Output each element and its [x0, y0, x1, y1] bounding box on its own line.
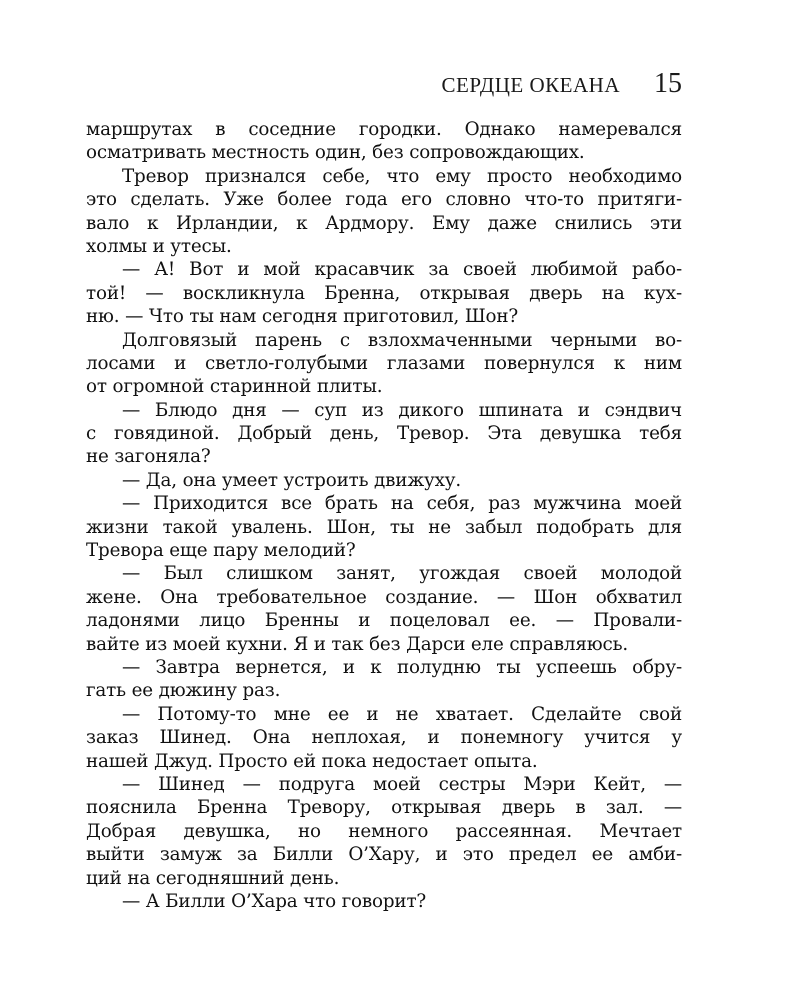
text-line: гать ее дюжину раз.	[86, 680, 281, 702]
text-line: вайте из моей кухни. Я и так без Дарси еле справляюсь.	[86, 633, 629, 655]
text-line: — Шинед — подруга моей сестры Мэри Кейт, —	[122, 773, 682, 795]
text-line: — Приходится все брать на себя, раз мужчина моей	[122, 493, 682, 515]
text-line: нашей Джуд. Просто ей пока недостает опыта.	[86, 750, 538, 772]
text-line: холмы и утесы.	[86, 235, 232, 257]
text-line: осматривать местность один, без сопровождающих.	[86, 142, 585, 164]
text-line: жене. Она требовательное создание. — Шон обхватил	[86, 586, 682, 608]
text-line: — Да, она умеет устроить движуху.	[122, 469, 462, 491]
running-header	[442, 68, 683, 100]
page-number: 15	[654, 68, 682, 99]
text-line: — А! Вот и мой красавчик за своей любимой рабо-	[122, 259, 682, 281]
text-line: маршрутах в соседние городки. Однако намеревался	[86, 119, 682, 140]
text-line: ций на сегодняшний день.	[86, 867, 340, 889]
text-line: Тревора еще пару мелодий?	[86, 540, 356, 562]
text-line: выйти замуж за Билли О’Хару, и это предел ее амби-	[86, 844, 682, 866]
text-line: с говядиной. Добрый день, Тревор. Эта девушка тебя	[86, 423, 682, 445]
text-line: заказ Шинед. Она неплохая, и понемногу учится у	[86, 727, 682, 749]
text-line: Тревор признался себе, что ему просто необходимо	[122, 165, 682, 187]
text-line: — Был слишком занят, угождая своей молодой	[122, 563, 682, 585]
text-line: — Потому-то мне ее и не хватает. Сделайте свой	[122, 703, 682, 725]
text-line: лосами и светло-голубыми глазами повернулся к ним	[86, 352, 682, 374]
text-line: жизни такой увалень. Шон, ты не забыл подобрать для	[86, 516, 682, 538]
text-line: — Завтра вернется, и к полудню ты успеешь обру-	[122, 656, 682, 678]
text-line: ню. — Что ты нам сегодня приготовил, Шон?	[86, 306, 519, 328]
text-line: — Блюдо дня — суп из дикого шпината и сэндвич	[122, 399, 682, 421]
text-line: Долговязый парень с взлохмаченными черными во-	[122, 329, 682, 351]
text-line: это сделать. Уже более года его словно что-то притяги-	[86, 189, 682, 211]
text-line: пояснила Бренна Тревору, открывая дверь в зал. —	[86, 797, 682, 819]
text-line: — А Билли О’Хара что говорит?	[122, 890, 427, 912]
text-line: от огромной старинной плиты.	[86, 376, 383, 398]
text-line: вало к Ирландии, к Ардмору. Ему даже снились эти	[86, 212, 682, 234]
running-title: СЕРДЦЕ ОКЕАНА	[441, 73, 620, 97]
text-line: не загоняла?	[86, 446, 211, 468]
text-line: Добрая девушка, но немного рассеянная. Мечтает	[86, 820, 682, 842]
text-line: той! — воскликнула Бренна, открывая дверь на кух-	[86, 282, 682, 304]
text-line: ладонями лицо Бренны и поцеловал ее. — Провали-	[86, 610, 682, 632]
body-text	[86, 118, 682, 913]
